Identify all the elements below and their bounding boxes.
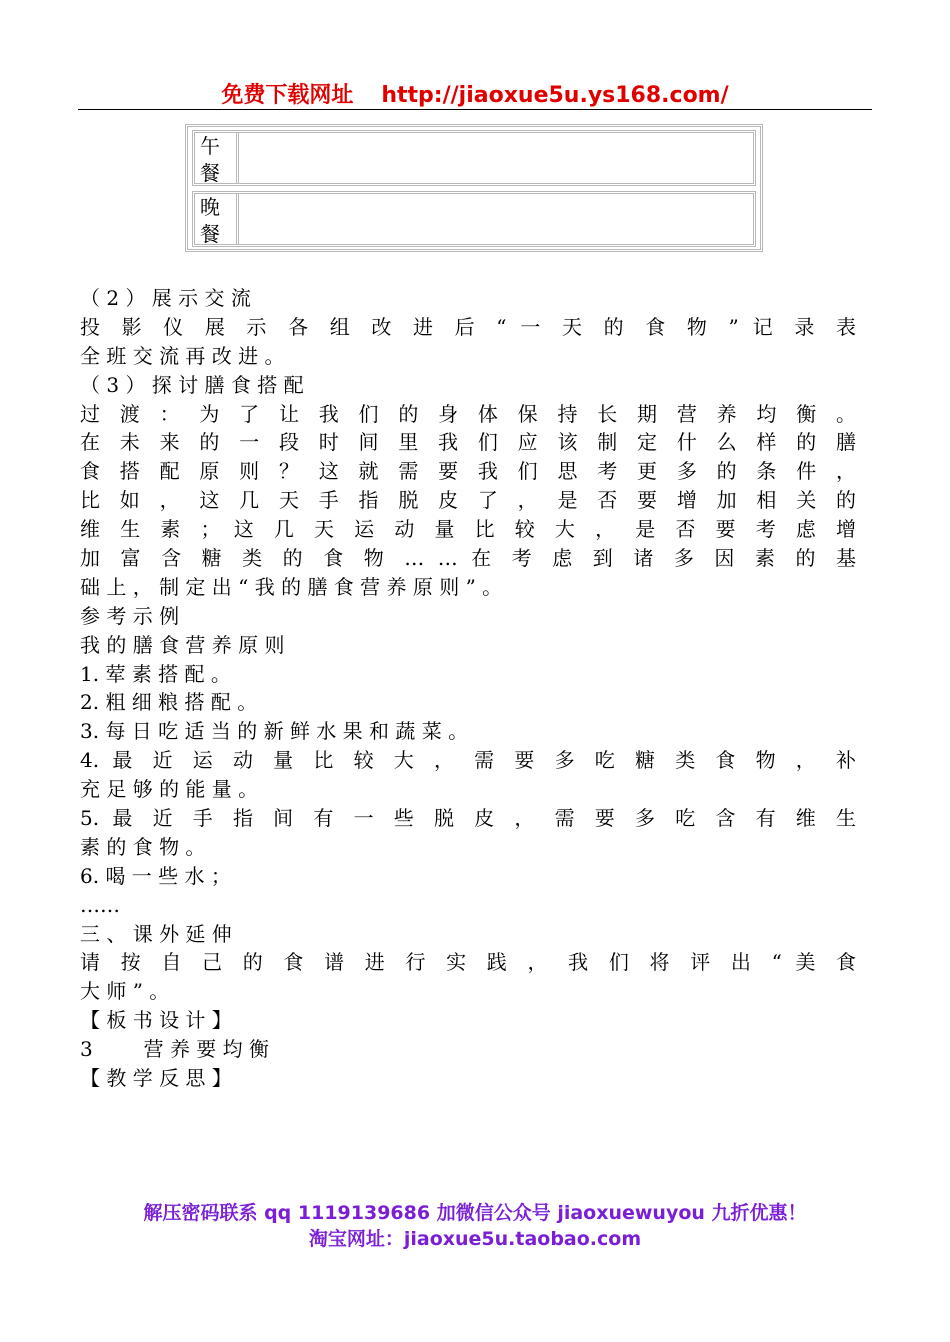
meal-label-dinner: 晚 餐 (195, 194, 239, 244)
body-line: 充 足 够 的 能 量 。 (80, 777, 259, 802)
body-line: 1. 荤 素 搭 配 。 (80, 661, 231, 686)
meal-label-lunch: 午 餐 (195, 133, 239, 183)
body-line: 三 、 课 外 延 伸 (80, 921, 232, 946)
body-line: 2. 粗 细 粮 搭 配 。 (80, 690, 258, 715)
body-line: 3. 每 日 吃 适 当 的 新 鲜 水 果 和 蔬 菜 。 (80, 719, 469, 744)
body-line: 素 的 食 物 。 (80, 834, 206, 859)
body-line: 我 的 膳 食 营 养 原 则 (80, 632, 285, 657)
download-url-link[interactable]: http://jiaoxue5u.ys168.com/ (381, 83, 729, 108)
body-line: 【 教 学 反 思 】 (80, 1066, 232, 1091)
header-divider (78, 109, 872, 110)
body-line: 大 师 ” 。 (80, 979, 170, 1004)
body-line: 在 未 来 的 一 段 时 间 里 我 们 应 该 制 定 什 么 样 的 膳 (80, 430, 856, 455)
meal-row-dinner (192, 191, 756, 247)
body-line: 投 影 仪 展 示 各 组 改 进 后 “ 一 天 的 食 物 ” 记 录 表 (80, 314, 856, 339)
body-line: …… (80, 892, 120, 917)
body-line: （ 2 ） 展 示 交 流 (80, 286, 251, 310)
body-line: 过 渡 ： 为 了 让 我 们 的 身 体 保 持 长 期 营 养 均 衡 。 (80, 401, 856, 426)
body-line: 4. 最 近 运 动 量 比 较 大 ， 需 要 多 吃 糖 类 食 物 ， 补 (80, 748, 856, 773)
body-line: 础 上 ， 制 定 出 “ 我 的 膳 食 营 养 原 则 ” 。 (80, 574, 503, 599)
body-line: 参 考 示 例 (80, 603, 180, 628)
body-line: 食 搭 配 原 则 ？ 这 就 需 要 我 们 思 考 更 多 的 条 件 ， (80, 459, 856, 484)
body-line: 比 如 ， 这 几 天 手 指 脱 皮 了 ， 是 否 要 增 加 相 关 的 (80, 488, 856, 513)
body-line: 维 生 素 ； 这 几 天 运 动 量 比 较 大 ， 是 否 要 考 虑 增 (80, 517, 856, 542)
lesson-body (80, 284, 856, 1093)
meal-row-lunch (192, 130, 756, 186)
meal-record-table (185, 124, 763, 252)
body-line: 【 板 书 设 计 】 (80, 1008, 232, 1033)
body-line: 请 按 自 己 的 食 谱 进 行 实 践 ， 我 们 将 评 出 “ 美 食 (80, 950, 856, 975)
body-line: 3 营 养 要 均 衡 (80, 1037, 270, 1062)
footer-contact: 解压密码联系 qq 1119139686 加微信公众号 jiaoxuewuyou 九折优惠！ (143, 1202, 807, 1224)
body-line: 5. 最 近 手 指 间 有 一 些 脱 皮 ， 需 要 多 吃 含 有 维 生 (80, 806, 856, 831)
download-label: 免费下载网址 (221, 83, 354, 108)
footer-shop-link[interactable]: 淘宝网址：jiaoxue5u.taobao.com (308, 1228, 642, 1250)
body-line: （ 3 ） 探 讨 膳 食 搭 配 (80, 372, 304, 397)
download-header (0, 78, 950, 109)
body-line: 加 富 含 糖 类 的 食 物 … … 在 考 虑 到 诸 多 因 素 的 基 (80, 546, 856, 571)
body-line: 全 班 交 流 再 改 进 。 (80, 343, 285, 368)
body-line: 6. 喝 一 些 水 ； (80, 863, 231, 888)
